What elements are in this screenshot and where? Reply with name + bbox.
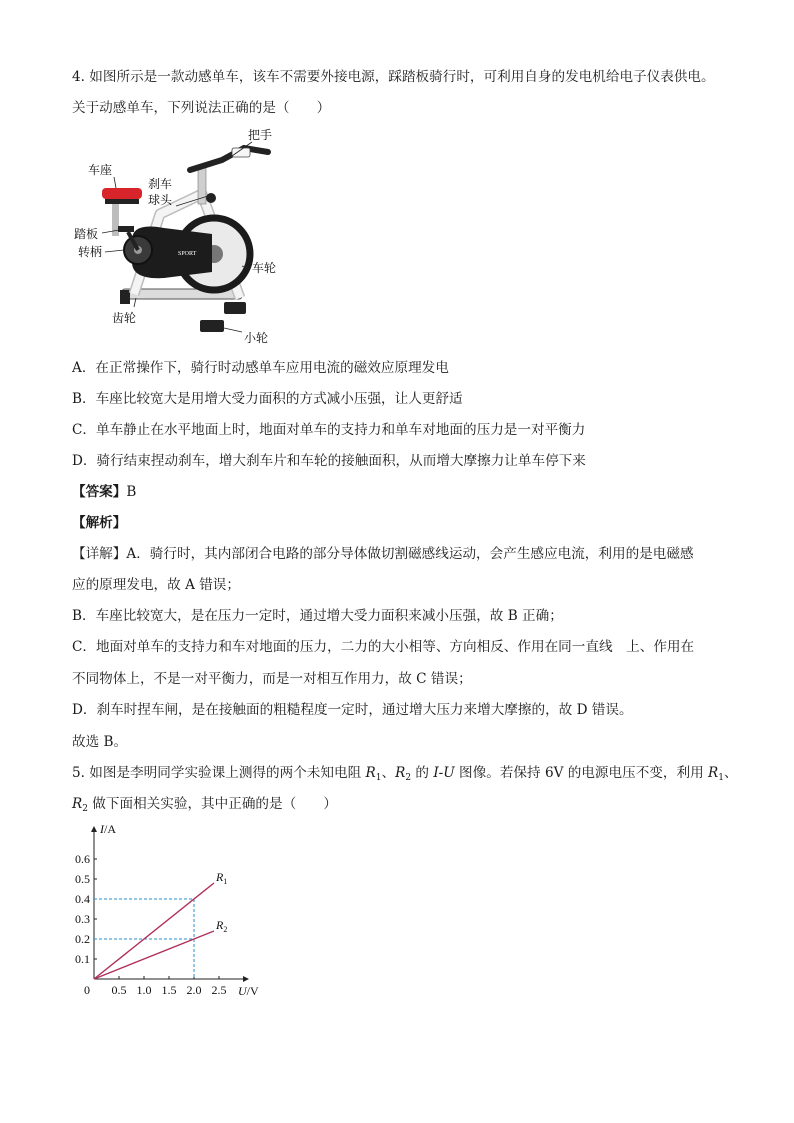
x-tick-label: 0.5 <box>111 983 127 997</box>
x-axis-var: U <box>238 984 247 998</box>
y-tick-label: 0.5 <box>75 872 90 886</box>
q4-stem-line1: 4. 如图所示是一款动感单车，该车不需要外接电源，踩踏板骑行时，可利用自身的发电机给电子仪表供电。 <box>72 69 715 85</box>
q5-text-1: 5. 如图是李明同学实验课上测得的两个未知电阻 <box>72 765 366 781</box>
q5-r2b-sub: 2 <box>82 804 88 814</box>
y-axis-label <box>99 822 116 836</box>
q5-r1b-sub: 1 <box>718 773 724 783</box>
label-wheel: 车轮 <box>252 261 277 275</box>
q4-detail-c2: 不同物体上，不是一对平衡力，而是一对相互作用力，故 C 错误； <box>72 671 472 687</box>
series-label-r2 <box>215 918 227 934</box>
q5-r1: R <box>365 765 376 781</box>
y-tick-label: 0.6 <box>75 852 90 866</box>
q5-text-2: 的 <box>411 765 434 781</box>
y-tick-label: 0.2 <box>75 932 90 946</box>
brake-knob <box>206 193 216 203</box>
x-axis-unit: /V <box>246 984 259 998</box>
q4-analysis-label: 【解析】 <box>72 515 127 531</box>
label-pedal: 踏板 <box>74 227 99 241</box>
caster-wheel <box>200 320 224 332</box>
q4-detail-line1: 【详解】A．骑行时，其内部闭合电路的部分导体做切割磁感线运动，会产生感应电流，利用的是电磁感 <box>72 546 694 562</box>
series-label-letter: R <box>216 870 224 884</box>
q4-detail-d: D．刹车时捏车闸，是在接触面的粗糙程度一定时，通过增大压力来增大摩擦的，故 D 错误。 <box>72 702 633 718</box>
label-caster: 小轮 <box>244 331 269 345</box>
exercise-bike-figure <box>72 122 282 346</box>
y-tick-label: 0.4 <box>75 892 90 906</box>
q5-r2: R <box>395 765 406 781</box>
brand-label: SPORT <box>178 251 197 257</box>
handlebar <box>190 148 268 170</box>
iu-chart <box>60 822 280 1004</box>
q4-detail-c1: C．地面对单车的支持力和车对地面的压力，二力的大小相等、方向相反、作用在同一直线 上、作用在 <box>72 639 695 655</box>
y-tick-label: 0.1 <box>75 952 90 966</box>
x-axis-label <box>238 984 259 998</box>
q5-text-4: 做下面相关实验，其中正确的是（ ） <box>87 796 337 812</box>
series-line-r2 <box>94 931 214 979</box>
q5-stem-line1 <box>72 764 738 787</box>
x-tick-label: 2.0 <box>186 983 202 997</box>
label-brake-line1: 刹车 <box>148 177 173 191</box>
x-tick-label: 2.5 <box>211 983 227 997</box>
q5-r1b: R <box>707 765 719 781</box>
series-label-letter: R <box>216 918 224 932</box>
q5-r1-sub: 1 <box>375 773 382 783</box>
q5-text-3: 图像。若保持 6V 的电源电压不变，利用 <box>454 765 708 781</box>
series-label-sub: 2 <box>223 925 228 934</box>
y-tick-label: 0.3 <box>75 912 90 926</box>
series-line-r1 <box>94 883 214 979</box>
y-axis-unit: /A <box>104 822 116 836</box>
label-crank: 转柄 <box>78 245 103 259</box>
q5-sep-1: 、 <box>381 765 396 781</box>
origin-label: 0 <box>84 983 90 997</box>
q4-option-a: A．在正常操作下，骑行时动感单车应用电流的磁效应原理发电 <box>72 360 449 376</box>
pedal <box>118 226 134 232</box>
q5-sep-2: 、 <box>723 765 738 781</box>
q4-option-d: D．骑行结束捏动刹车，增大刹车片和车轮的接触面积，从而增大摩擦力让单车停下来 <box>72 453 586 469</box>
seat <box>102 188 142 199</box>
q5-stem-line2 <box>72 795 337 818</box>
q4-conclusion: 故选 B。 <box>72 734 128 750</box>
series-label-r1 <box>215 870 227 886</box>
series-label-sub: 1 <box>223 877 228 886</box>
label-gear: 齿轮 <box>112 311 137 325</box>
x-tick-label: 1.0 <box>136 983 152 997</box>
y-axis-var: I <box>100 822 104 836</box>
q4-detail-line2: 应的原理发电，故 A 错误； <box>72 577 240 593</box>
answer-value: B <box>126 484 137 500</box>
q4-detail-b: B．车座比较宽大，是在压力一定时，通过增大受力面积来减小压强，故 B 正确； <box>72 608 563 624</box>
q4-stem-line2: 关于动感单车，下列说法正确的是（ ） <box>72 100 331 116</box>
label-brake-line2: 球头 <box>148 193 173 207</box>
q5-iu: I-U <box>433 765 455 781</box>
q5-r2b: R <box>72 796 83 812</box>
q4-answer <box>72 483 136 501</box>
q4-option-c: C．单车静止在水平地面上时，地面对单车的支持力和单车对地面的压力是一对平衡力 <box>72 422 586 438</box>
q5-r2-sub: 2 <box>405 773 412 783</box>
label-handlebar: 把手 <box>248 128 273 142</box>
q4-option-b: B．车座比较宽大是用增大受力面积的方式减小压强，让人更舒适 <box>72 391 463 407</box>
x-tick-label: 1.5 <box>161 983 177 997</box>
label-seat: 车座 <box>88 163 113 177</box>
answer-label: 【答案】 <box>72 484 127 500</box>
